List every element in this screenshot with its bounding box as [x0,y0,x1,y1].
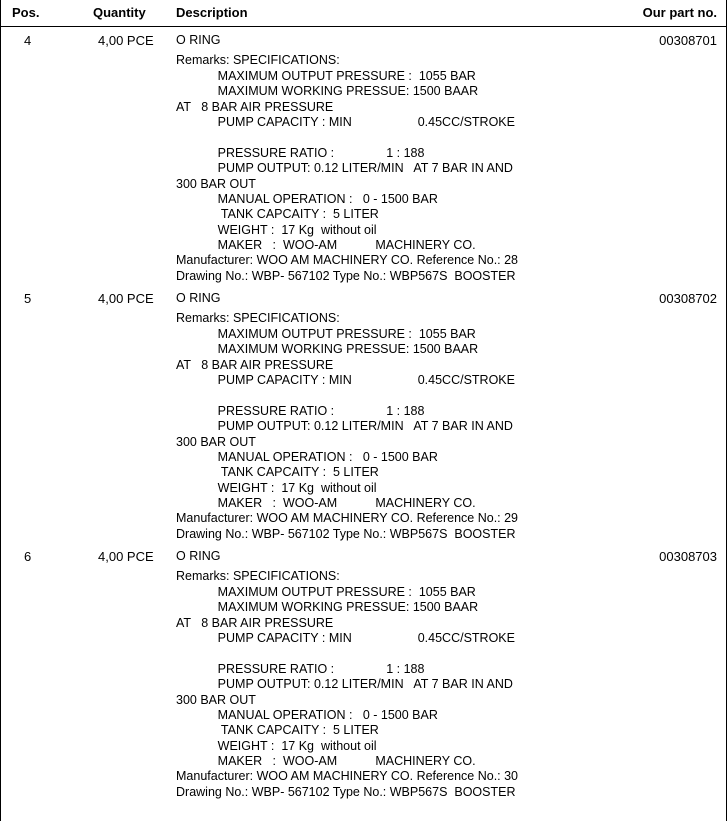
item-description-line [176,646,518,661]
item-description-line: Manufacturer: WOO AM MACHINERY CO. Reference No.: 28 [176,253,519,268]
item-description-line: Drawing No.: WBP- 567102 Type No.: WBP567S BOOSTER [176,784,516,799]
item-description-line: 300 BAR OUT [176,692,256,707]
item-description-line: MAXIMUM WORKING PRESSUE: 1500 BAAR [176,342,479,357]
item-description-title: O RING [176,549,221,563]
item-description-line: PUMP CAPACITY : MIN 0.45CC/STROKE [176,372,515,387]
item-description-line: TANK CAPCAITY : 5 LITER [176,207,379,222]
item-description-line: PUMP OUTPUT: 0.12 LITER/MIN AT 7 BAR IN AND [176,677,513,692]
item-description-line: PUMP OUTPUT: 0.12 LITER/MIN AT 7 BAR IN AND [176,419,513,434]
item-description-title: O RING [176,291,221,305]
item-description [176,291,518,542]
item-description-line: MANUAL OPERATION : 0 - 1500 BAR [176,449,438,464]
item-description-line: Manufacturer: WOO AM MACHINERY CO. Reference No.: 29 [176,511,519,526]
item-description-line: MAKER : WOO-AM MACHINERY CO. [176,754,476,769]
item-position: 6 [24,549,32,564]
item-description-line: PRESSURE RATIO : 1 : 188 [176,145,425,160]
item-description [176,549,518,800]
item-description-line: MAXIMUM OUTPUT PRESSURE : 1055 BAR [176,68,476,83]
item-description-line [176,388,518,403]
item-description-line: 300 BAR OUT [176,176,256,191]
item-description-line: AT 8 BAR AIR PRESSURE [176,99,334,114]
item-part-number: 00308702 [659,291,717,306]
item-description-line: TANK CAPCAITY : 5 LITER [176,465,379,480]
item-description-line: MAXIMUM WORKING PRESSUE: 1500 BAAR [176,600,479,615]
item-description-line: Remarks: SPECIFICATIONS: [176,311,340,326]
header-divider [0,26,727,27]
item-description-line: MANUAL OPERATION : 0 - 1500 BAR [176,707,438,722]
item-description-line: PUMP OUTPUT: 0.12 LITER/MIN AT 7 BAR IN AND [176,161,513,176]
table-row [0,33,727,291]
item-description-line: MAKER : WOO-AM MACHINERY CO. [176,496,476,511]
item-description-line: WEIGHT : 17 Kg without oil [176,222,377,237]
item-description-line: Remarks: SPECIFICATIONS: [176,53,340,68]
item-description-line: MAKER : WOO-AM MACHINERY CO. [176,238,476,253]
item-part-number: 00308701 [659,33,717,48]
item-description-line: MAXIMUM WORKING PRESSUE: 1500 BAAR [176,84,479,99]
item-description-line [176,130,518,145]
item-description-line: WEIGHT : 17 Kg without oil [176,738,377,753]
item-quantity: 4,00 PCE [98,33,154,48]
item-description-title: O RING [176,33,221,47]
item-description-line: WEIGHT : 17 Kg without oil [176,480,377,495]
item-position: 5 [24,291,32,306]
item-description-line: PRESSURE RATIO : 1 : 188 [176,661,425,676]
item-quantity: 4,00 PCE [98,549,154,564]
part-no-column-header: Our part no. [642,5,717,20]
item-description-line: PUMP CAPACITY : MIN 0.45CC/STROKE [176,114,515,129]
quantity-column-header: Quantity [93,5,146,20]
item-description-line: 300 BAR OUT [176,434,256,449]
pos-column-header: Pos. [12,5,40,20]
item-description-line: TANK CAPCAITY : 5 LITER [176,723,379,738]
item-description-line: PRESSURE RATIO : 1 : 188 [176,403,425,418]
item-description-line: Drawing No.: WBP- 567102 Type No.: WBP567S BOOSTER [176,526,516,541]
table-row [0,549,727,807]
item-position: 4 [24,33,32,48]
item-description-line: MANUAL OPERATION : 0 - 1500 BAR [176,191,438,206]
item-description-line: MAXIMUM OUTPUT PRESSURE : 1055 BAR [176,584,476,599]
item-description-line: Drawing No.: WBP- 567102 Type No.: WBP567S BOOSTER [176,268,516,283]
table-row [0,291,727,549]
item-description-line: MAXIMUM OUTPUT PRESSURE : 1055 BAR [176,326,476,341]
item-description [176,33,518,284]
description-column-header: Description [176,5,248,20]
item-description-line: PUMP CAPACITY : MIN 0.45CC/STROKE [176,630,515,645]
item-quantity: 4,00 PCE [98,291,154,306]
item-description-line: Manufacturer: WOO AM MACHINERY CO. Reference No.: 30 [176,769,519,784]
item-part-number: 00308703 [659,549,717,564]
item-description-line: Remarks: SPECIFICATIONS: [176,569,340,584]
item-description-line: AT 8 BAR AIR PRESSURE [176,357,334,372]
item-description-line: AT 8 BAR AIR PRESSURE [176,615,334,630]
